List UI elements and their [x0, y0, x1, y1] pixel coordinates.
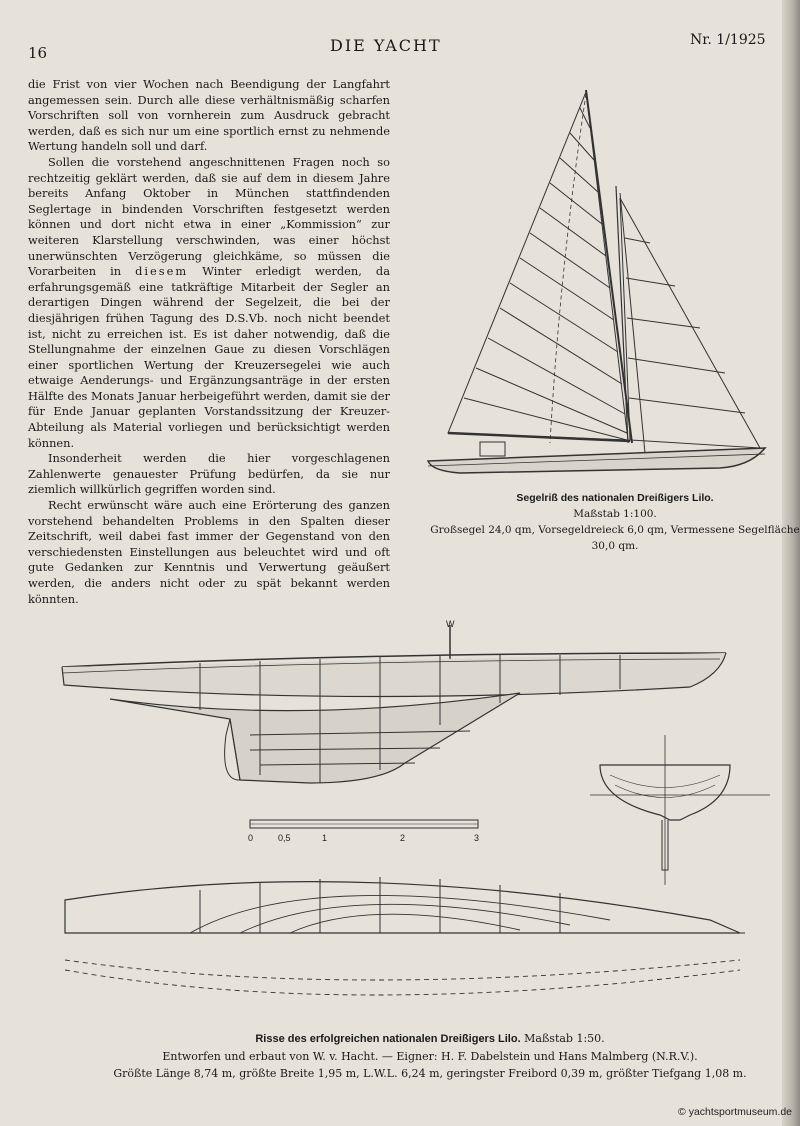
sail-plan-dimensions: Großsegel 24,0 qm, Vorsegeldreieck 6,0 qm, Vermessene Segelfläche 30,0 qm.	[430, 524, 800, 552]
scale-label: 1	[322, 833, 328, 843]
article-paragraph: Recht erwünscht wäre auch eine Erörterung des ganzen vorstehend behandelten Problems in den Spalten dieser Zeitschrift, weil dabei fast immer der Gegenstand von den verschiedensten Einstellungen aus beleuchtet wird und oft gute Gedanken zur Kenntnis und Verwertung geäußert werden, die anders nicht oder zu spät bekannt werden könnten.	[28, 498, 390, 606]
page-header	[0, 30, 800, 60]
lines-plan-caption	[80, 1030, 780, 1082]
lines-plan-title: Risse des erfolgreichen nationalen Dreißigers Lilo.	[255, 1033, 521, 1045]
paragraph-text: Sollen die vorstehend angeschnittenen Fragen noch so rechtzeitig geklärt werden, daß sie auf dem in diesem Jahre bereits Anfang Oktober in München stattfindenden Seglertage in bindenden Vorschriften festgesetzt werden können und dort nicht etwa in einer „Kommission“ zur weiteren Klarstellung verschwinden, was einer höchst unerwünschten Verzögerung gleichkäme, so müssen die Vorarbeiten in	[28, 154, 390, 279]
lines-plan-heading	[80, 1030, 780, 1048]
page-number: 16	[28, 44, 48, 62]
sail-plan-title: Segelriß des nationalen Dreißigers Lilo.	[516, 492, 714, 504]
scale-label: 0	[248, 833, 254, 843]
lines-plan-drawing	[50, 615, 790, 1025]
sail-plan-scale: Maßstab 1:100.	[573, 508, 657, 520]
lines-plan-dimensions: Größte Länge 8,74 m, größte Breite 1,95 m, L.W.L. 6,24 m, geringster Freibord 0,39 m, größter Tiefgang 1,08 m.	[113, 1067, 747, 1080]
scale-label: 3	[474, 833, 480, 843]
article-column	[28, 77, 390, 607]
watermark: © yachtsportmuseum.de	[678, 1106, 792, 1118]
article-paragraph: die Frist von vier Wochen nach Beendigung der Langfahrt angemessen sein. Durch alle diese verhältnismäßig scharfen Vorschriften soll von vornherein zum Ausdruck gebracht werden, daß es sich nur um eine sportlich ernst zu nehmende Wertung handeln soll und darf.	[28, 77, 390, 154]
mast-mark: W	[446, 619, 455, 629]
scale-label: 2	[400, 833, 406, 843]
scale-label: 0,5	[278, 833, 291, 843]
lines-plan-designer: Entworfen und erbaut von W. v. Hacht. — Eigner: H. F. Dabelstein und Hans Malmberg (N.R.V.).	[162, 1050, 698, 1063]
article-paragraph	[28, 155, 390, 451]
spaced-word: diesem	[135, 264, 189, 279]
sail-plan-caption	[430, 490, 800, 554]
paragraph-text: Winter erledigt werden, da erfahrungsgemäß eine tatkräftige Mitarbeit der Segler an derartigen Dingen während der Segelzeit, die bei der diesjährigen frühen Tagung des D.S.Vb. noch nicht beendet ist, nicht zu erreichen ist. Es ist daher notwendig, daß die Stellungnahme der einzelnen Gaue zu diesen Vorschlägen einer sportlichen Wertung der Kreuzersegelei wie auch etwaige Aenderungs- und Ergänzungsanträge in der ersten Hälfte des Monats Januar herbeigeführt werden, damit sie der für Ende Januar geplanten Vorstandssitzung der Kreuzer-Abteilung als Material vorliegen und berücksichtigt werden können.	[28, 264, 391, 450]
issue-number: Nr. 1/1925	[690, 32, 766, 48]
article-paragraph: Insonderheit werden die hier vorgeschlagenen Zahlenwerte genauester Prüfung bedürfen, da sie nur ziemlich willkürlich gegriffen worden sind.	[28, 451, 390, 497]
lines-plan-scale: Maßstab 1:50.	[524, 1032, 605, 1045]
sail-plan-drawing	[420, 88, 780, 488]
magazine-title: DIE YACHT	[330, 36, 442, 55]
